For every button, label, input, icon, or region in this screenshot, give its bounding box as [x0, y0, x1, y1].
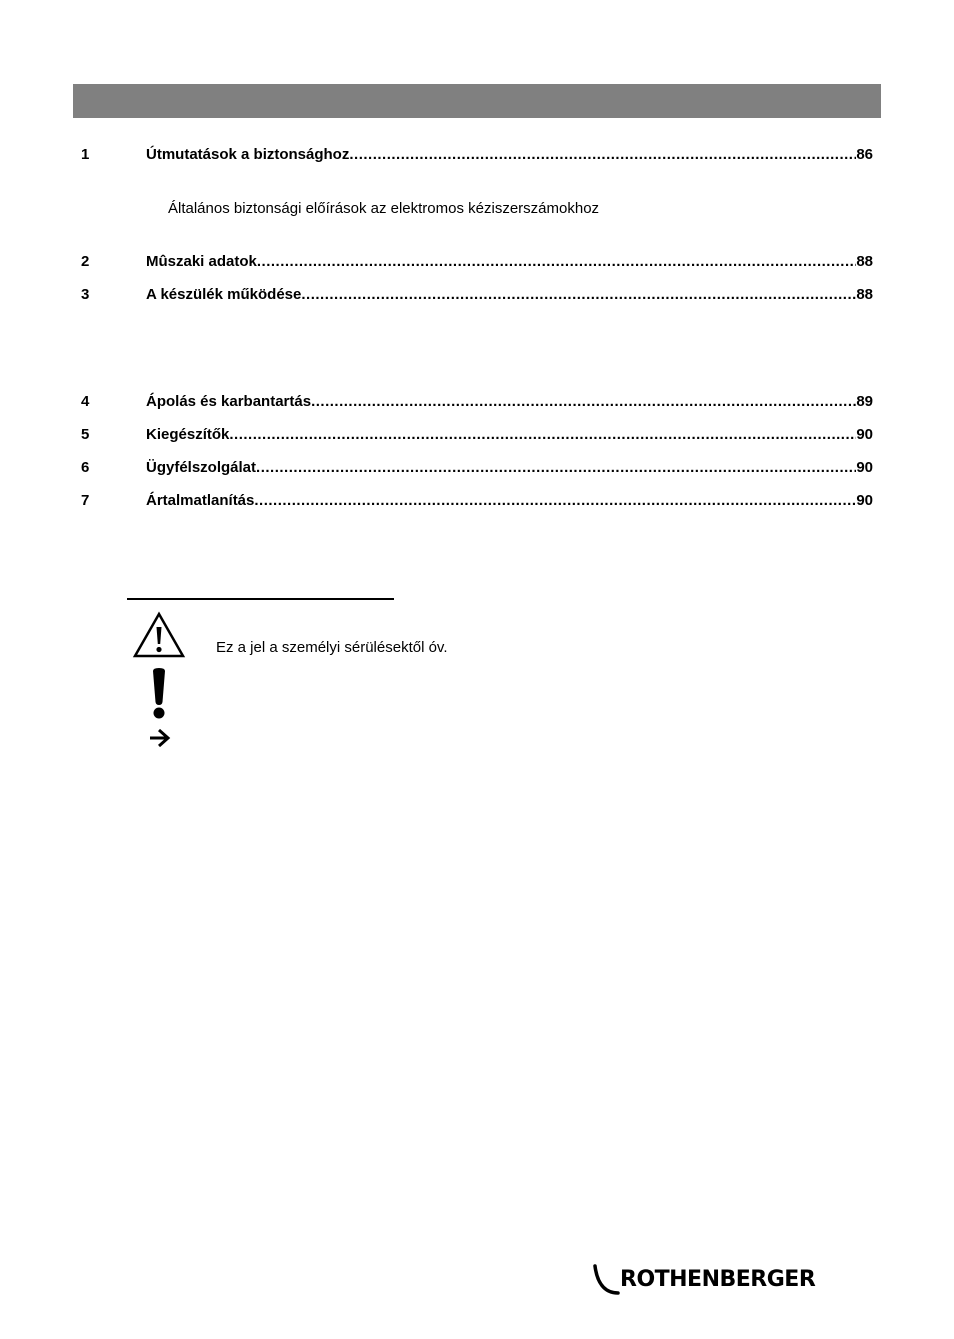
toc-number: 6: [81, 459, 90, 476]
toc-number: 2: [81, 253, 90, 270]
toc-title: Mûszaki adatok: [146, 253, 257, 270]
toc-leader: [311, 392, 856, 412]
toc-title: Ügyfélszolgálat: [146, 459, 257, 476]
warning-triangle-icon: [132, 611, 186, 659]
toc-entry-4[interactable]: [81, 392, 873, 412]
toc-page: 88: [856, 253, 873, 270]
toc-leader: [257, 252, 856, 272]
toc-page: 86: [856, 146, 873, 163]
toc-number: 4: [81, 393, 90, 410]
toc-entry-6[interactable]: [81, 458, 873, 478]
toc-number: 3: [81, 286, 90, 303]
logo-text: ROTHENBERGER: [620, 1267, 816, 1292]
toc-leader: [254, 491, 856, 511]
toc-number: 7: [81, 492, 90, 509]
toc-page: 88: [856, 286, 873, 303]
toc-entry-3[interactable]: [81, 285, 873, 305]
toc-number: 5: [81, 426, 90, 443]
toc-leader: [301, 285, 856, 305]
toc-page: 90: [856, 426, 873, 443]
symbols-divider: [127, 598, 394, 600]
toc-title: Kiegészítők: [146, 426, 230, 443]
toc-page: 90: [856, 459, 873, 476]
arrow-right-icon: [148, 728, 172, 748]
toc-entry-5[interactable]: [81, 425, 873, 445]
toc-entry-2[interactable]: [81, 252, 873, 272]
toc-entry-7[interactable]: [81, 491, 873, 511]
toc-title: Ártalmatlanítás: [146, 492, 255, 509]
toc-leader: [349, 145, 856, 165]
header-bar: [73, 84, 881, 118]
toc-entry-1[interactable]: [81, 145, 873, 165]
toc-page: 90: [856, 492, 873, 509]
toc-title: Útmutatások a biztonsághoz: [146, 146, 350, 163]
toc-title: A készülék működése: [146, 286, 302, 303]
toc-leader: [229, 425, 856, 445]
exclamation-icon: [150, 668, 168, 720]
toc-page: 89: [856, 393, 873, 410]
toc-number: 1: [81, 146, 90, 163]
toc-subentry[interactable]: Általános biztonsági előírások az elektromos kéziszerszámokhoz: [168, 200, 600, 217]
toc-leader: [256, 458, 856, 478]
rothenberger-logo: [592, 1262, 815, 1298]
warning-description: Ez a jel a személyi sérülésektől óv.: [216, 639, 448, 656]
toc-title: Ápolás és karbantartás: [146, 393, 312, 410]
logo-swoosh-icon: [592, 1262, 620, 1298]
